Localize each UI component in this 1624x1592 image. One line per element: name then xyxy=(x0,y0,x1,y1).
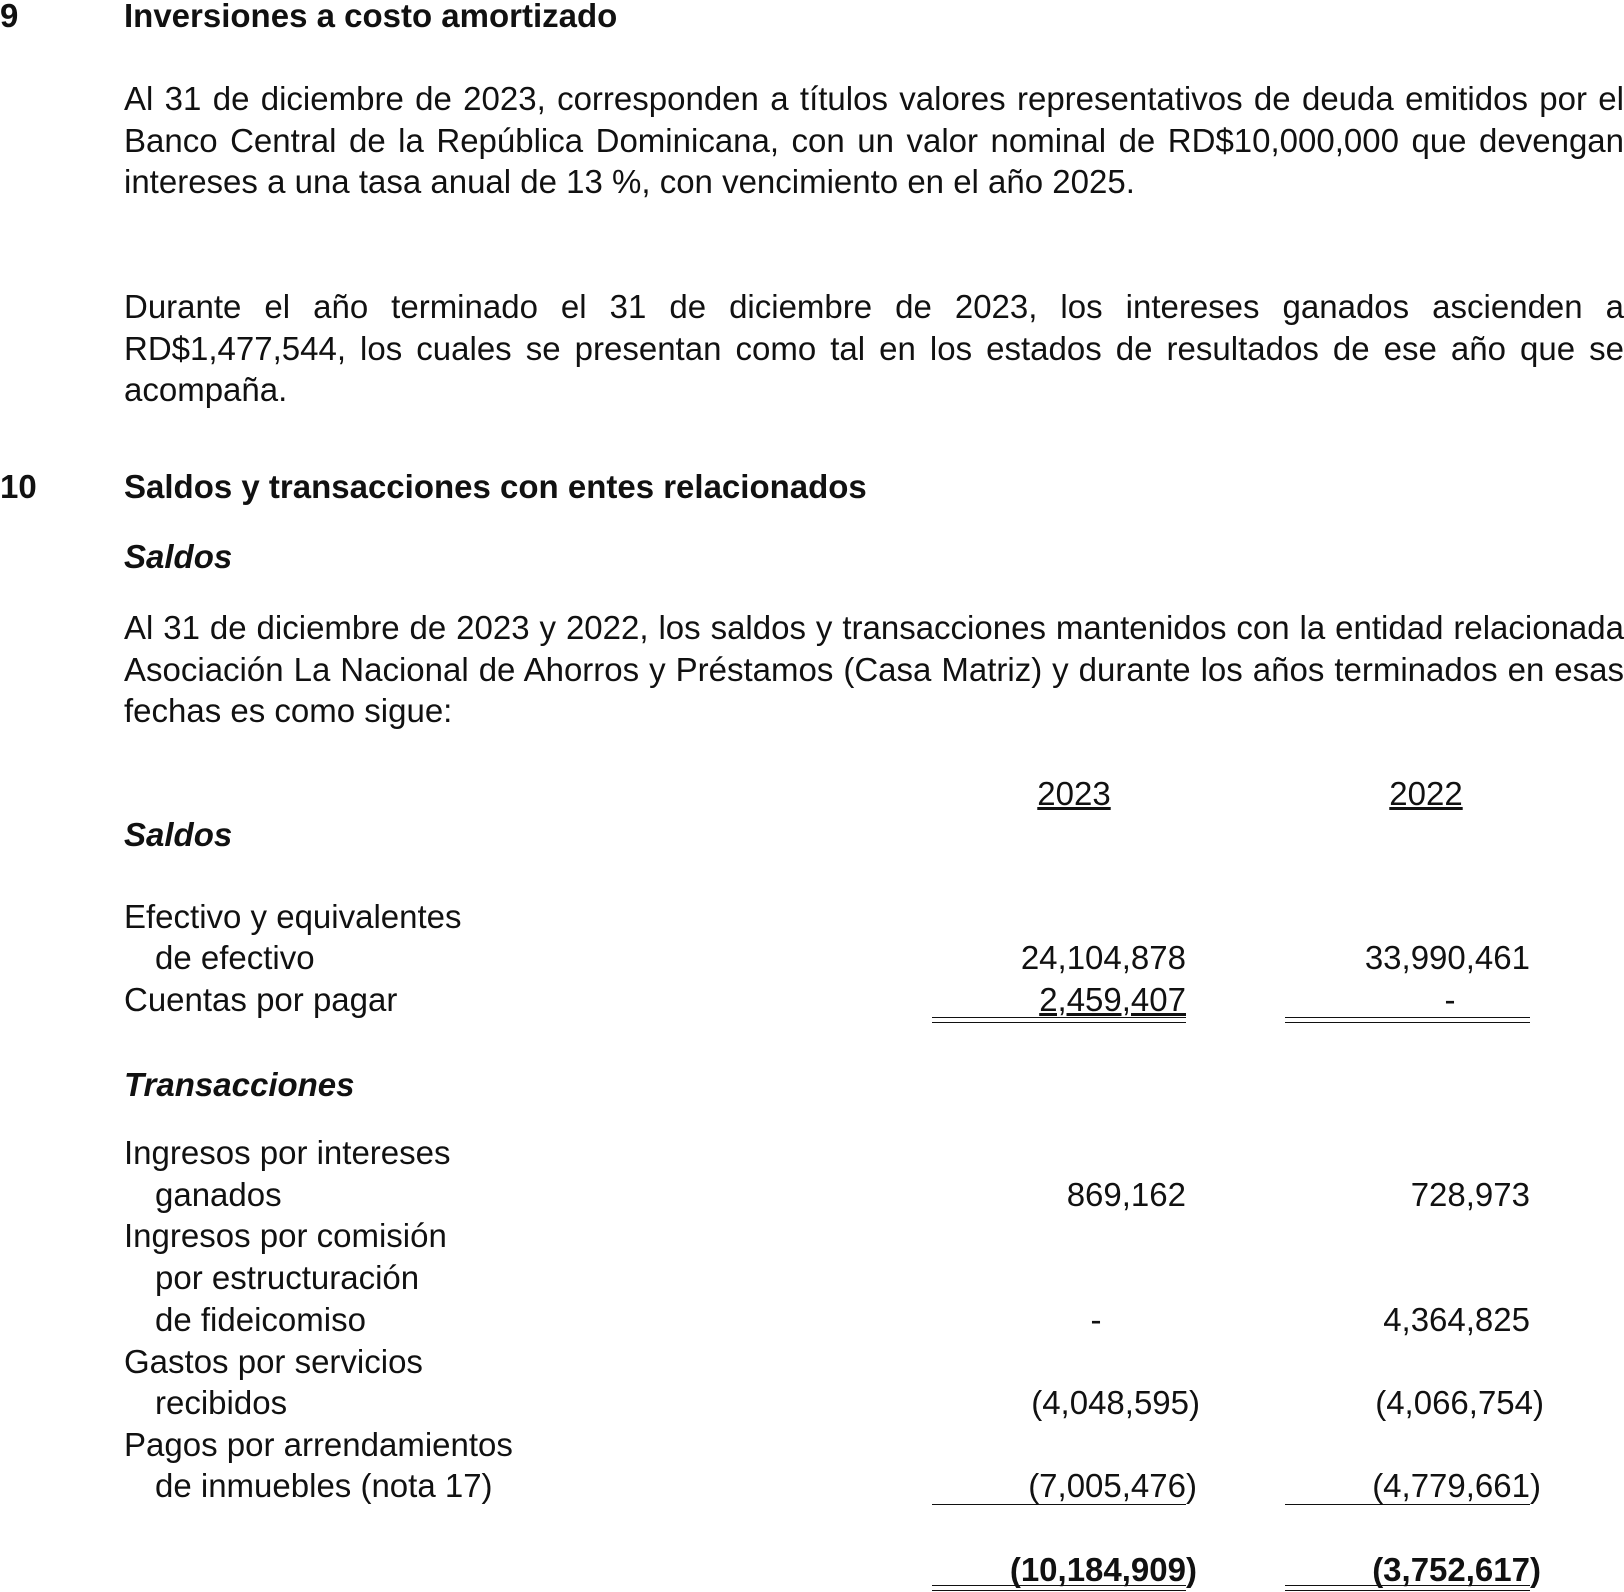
row-label-efectivo-1: Efectivo y equivalentes xyxy=(124,898,462,935)
cell-ingresos-intereses-2022: 728,973 xyxy=(1410,1176,1530,1213)
section-10-number: 10 xyxy=(0,468,37,505)
cell-ingresos-intereses-2023: 869,162 xyxy=(1066,1176,1186,1213)
row-label-cuentas: Cuentas por pagar xyxy=(124,981,398,1018)
cell-gastos-2023: (4,048,595) xyxy=(1031,1384,1200,1421)
underline-pagos-2023 xyxy=(932,1504,1186,1505)
double-underline-total-2023 xyxy=(932,1585,1186,1591)
column-header-2022: 2022 xyxy=(1389,775,1463,812)
row-label-ingresos-intereses-2: ganados xyxy=(155,1176,282,1213)
section-10-paragraph: Al 31 de diciembre de 2023 y 2022, los saldos y transacciones mantenidos con la entidad relacionada Asociación La Nacional de Ahorros y Préstamos (Casa Matriz) y durante los años terminados en esas fechas es como sigue: xyxy=(124,609,1624,729)
underline-pagos-2022 xyxy=(1285,1504,1530,1505)
cell-comision-2022: 4,364,825 xyxy=(1383,1301,1530,1338)
cell-gastos-2022: (4,066,754) xyxy=(1375,1384,1544,1421)
row-label-comision-2: por estructuración xyxy=(155,1259,420,1296)
row-label-gastos-1: Gastos por servicios xyxy=(124,1343,423,1380)
cell-cuentas-2022: - xyxy=(1444,981,1456,1018)
row-label-gastos-2: recibidos xyxy=(155,1384,288,1421)
row-label-pagos-2: de inmuebles (nota 17) xyxy=(155,1467,493,1504)
double-underline-cuentas-2022 xyxy=(1285,1017,1530,1023)
cell-total-2022: (3,752,617 xyxy=(1372,1551,1530,1588)
cell-cuentas-2023: 2,459,407 xyxy=(1039,981,1186,1018)
transacciones-heading: Transacciones xyxy=(124,1066,355,1103)
cell-total-2023-close-paren: ) xyxy=(1186,1551,1197,1588)
cell-pagos-2022-close-paren: ) xyxy=(1530,1467,1541,1504)
section-9-paragraph-1: Al 31 de diciembre de 2023, corresponden a títulos valores representativos de deuda emitidos por el Banco Central de la República Dominicana, con un valor nominal de RD$10,000,000 que devengan intereses a una tasa anual de 13 %, con vencimiento en el año 2025. xyxy=(124,80,1624,200)
cell-total-2023: (10,184,909 xyxy=(1009,1551,1186,1588)
row-label-efectivo-2: de efectivo xyxy=(155,939,315,976)
saldos-heading: Saldos xyxy=(124,816,233,853)
row-label-comision-1: Ingresos por comisión xyxy=(124,1217,447,1254)
cell-efectivo-2022: 33,990,461 xyxy=(1364,939,1530,976)
cell-efectivo-2023: 24,104,878 xyxy=(1020,939,1186,976)
row-label-pagos-1: Pagos por arrendamientos xyxy=(124,1426,513,1463)
double-underline-cuentas-2023 xyxy=(932,1017,1186,1023)
section-10-title: Saldos y transacciones con entes relacionados xyxy=(124,468,867,505)
cell-pagos-2023-close-paren: ) xyxy=(1186,1467,1197,1504)
section-9-number: 9 xyxy=(0,0,19,34)
cell-pagos-2022: (4,779,661 xyxy=(1372,1467,1530,1504)
cell-total-2022-close-paren: ) xyxy=(1530,1551,1541,1588)
section-9-title: Inversiones a costo amortizado xyxy=(124,0,618,34)
section-9-paragraph-2: Durante el año terminado el 31 de diciembre de 2023, los intereses ganados ascienden a RD$1,477,544, los cuales se presentan como tal en los estados de resultados de ese año que se acompaña. xyxy=(124,288,1624,408)
section-10-subtitle: Saldos xyxy=(124,538,233,575)
column-header-2023: 2023 xyxy=(1037,775,1111,812)
row-label-comision-3: de fideicomiso xyxy=(155,1301,366,1338)
double-underline-total-2022 xyxy=(1285,1585,1530,1591)
cell-pagos-2023: (7,005,476 xyxy=(1028,1467,1186,1504)
cell-comision-2023: - xyxy=(1090,1301,1102,1338)
row-label-ingresos-intereses-1: Ingresos por intereses xyxy=(124,1134,451,1171)
